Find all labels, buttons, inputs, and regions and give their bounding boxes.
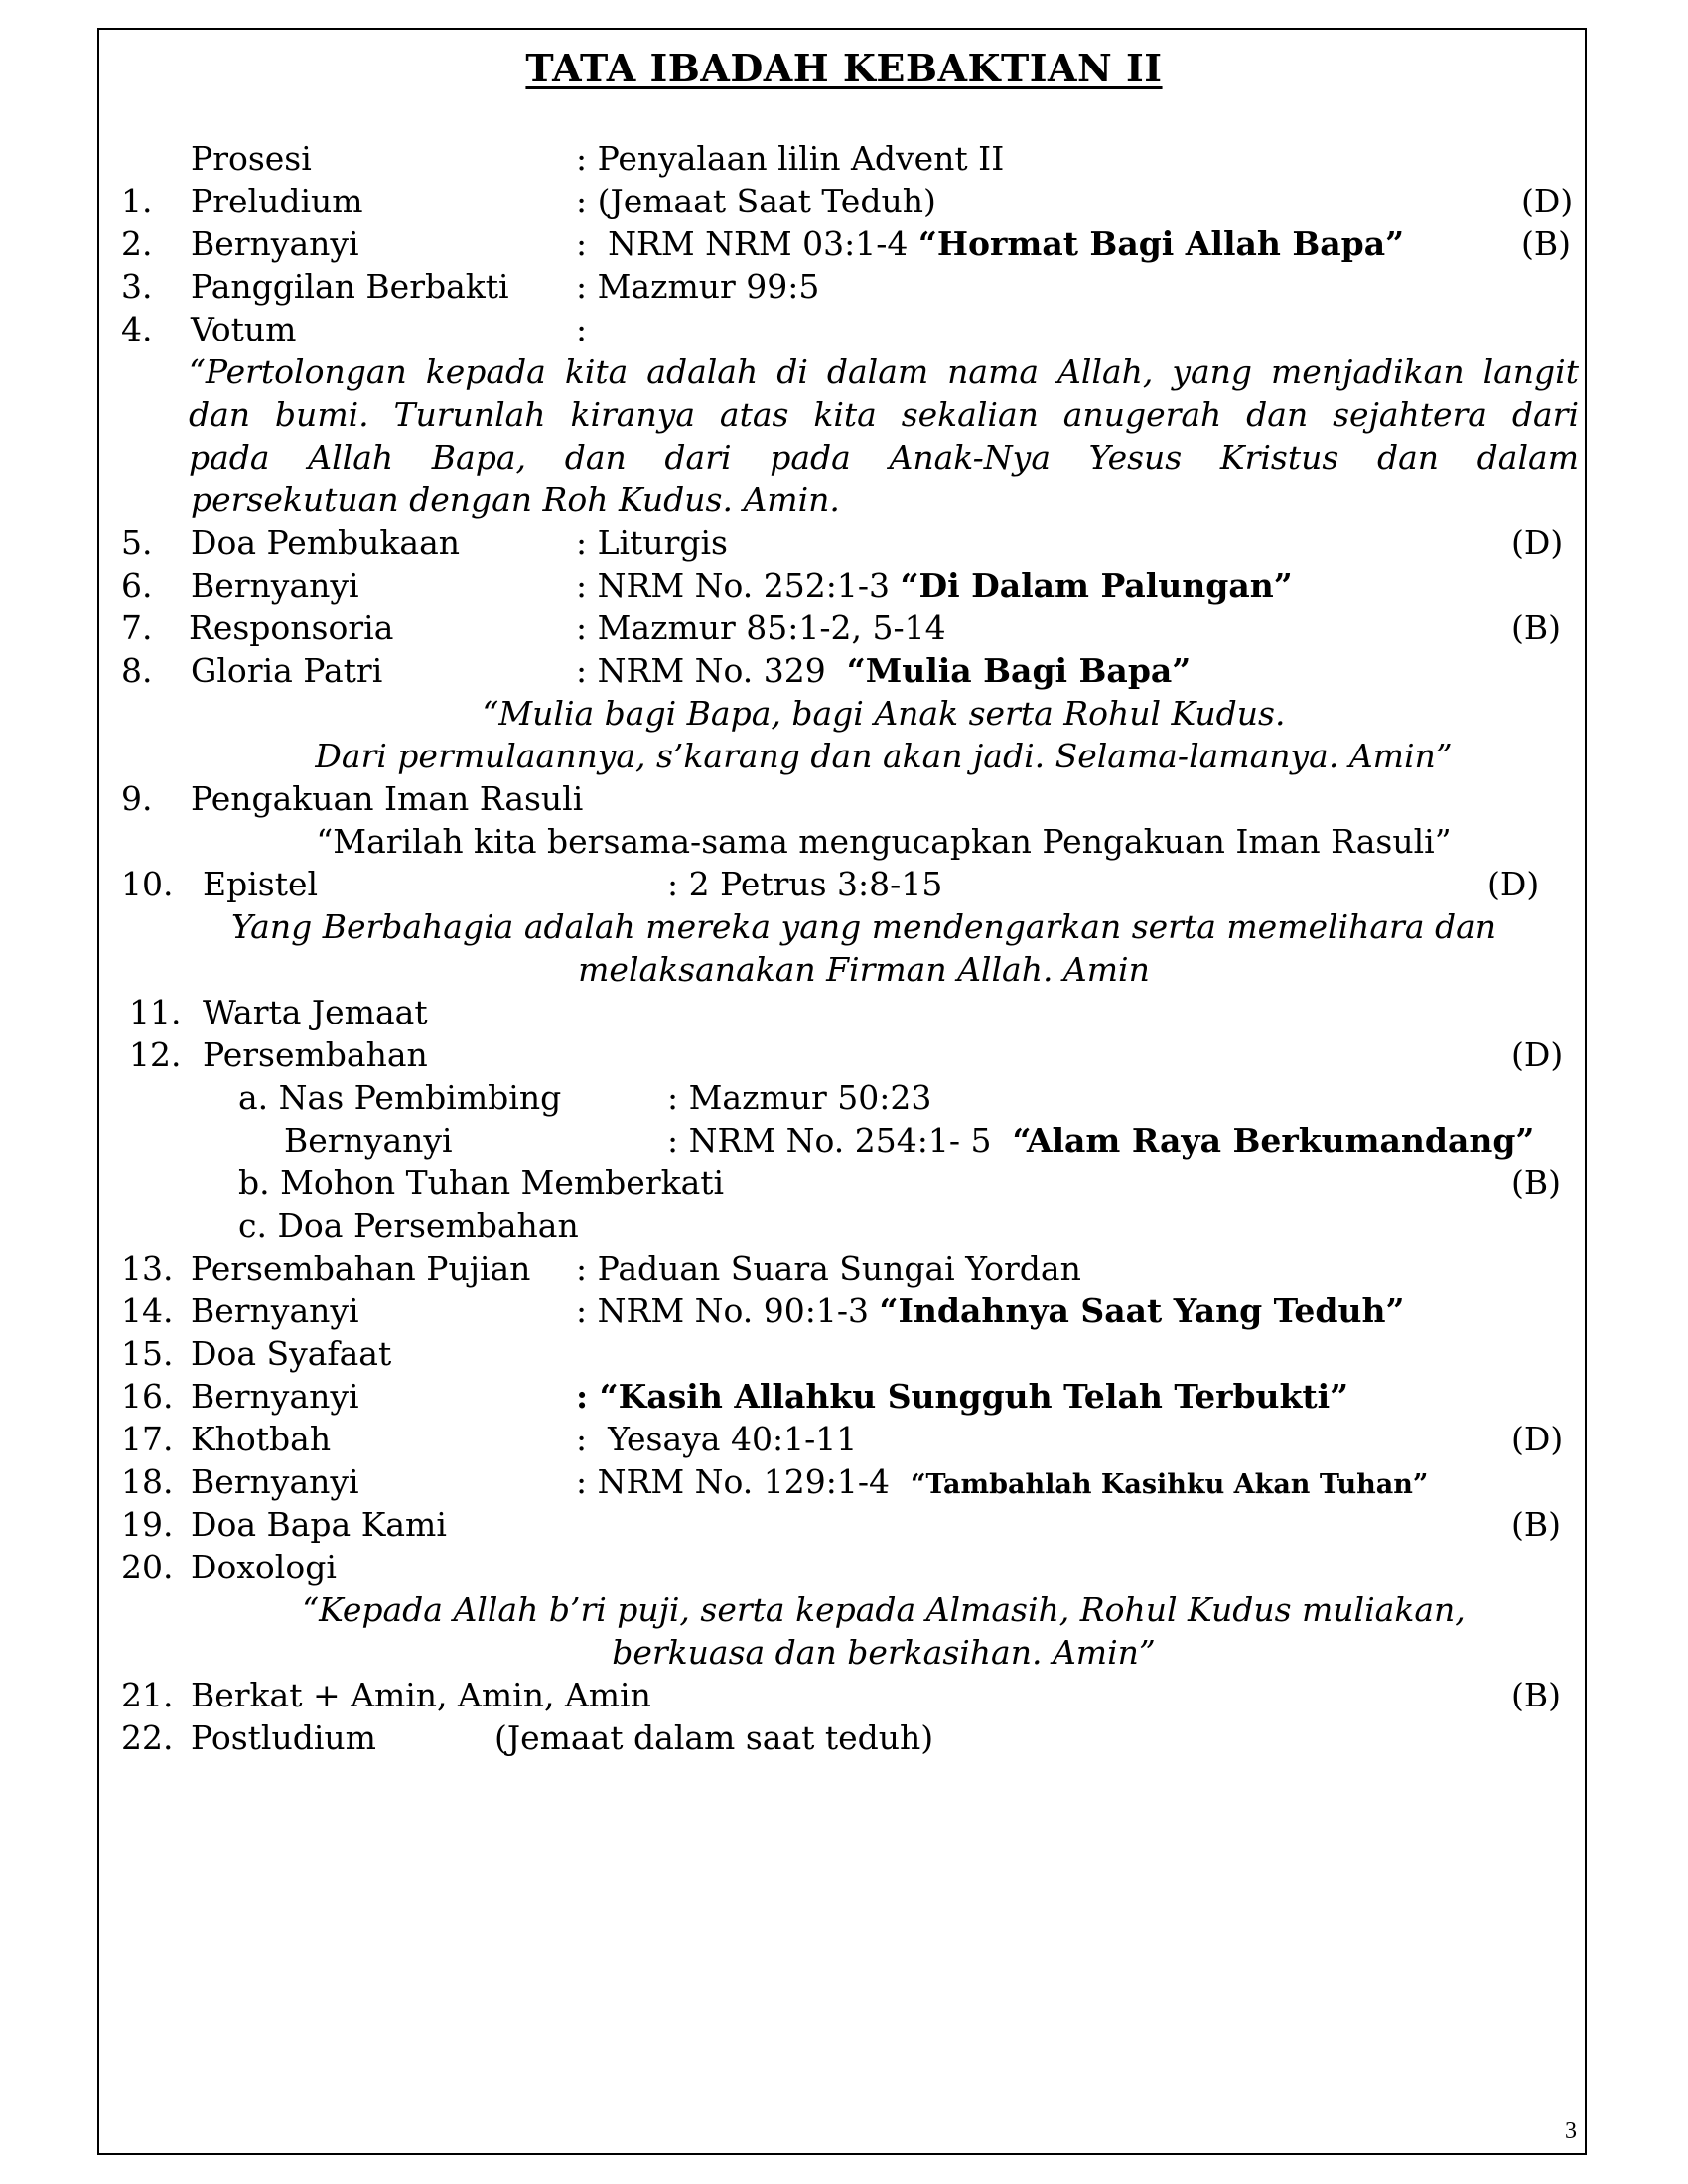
- item-number: 10.: [121, 865, 174, 903]
- epistel-line-1: Yang Berbahagia adalah mereka yang mendengarkan serta memelihara dan: [230, 907, 1497, 946]
- gloria-line-2: Dari permulaannya, s’karang dan akan jadi. Selama-lamanya. Amin”: [315, 737, 1453, 775]
- item-label: Preludium: [191, 182, 363, 220]
- item-label: Panggilan Berbakti: [191, 267, 509, 306]
- item-value: : NRM No. 254:1- 5: [667, 1121, 1013, 1160]
- song-title: “Hormat Bagi Allah Bapa”: [917, 224, 1405, 263]
- votum-line-1: “Pertolongan kepada kita adalah di dalam nama Allah, yang menjadikan langit: [189, 352, 1579, 391]
- item-label: Berkat + Amin, Amin, Amin: [191, 1676, 651, 1714]
- item-number: 8.: [121, 651, 153, 690]
- item-number: 13.: [121, 1249, 174, 1288]
- item-number: 17.: [121, 1420, 174, 1458]
- item-number: 15.: [121, 1334, 174, 1373]
- item-code: (D): [1511, 523, 1564, 562]
- item-label: Pengakuan Iman Rasuli: [191, 779, 584, 818]
- item-label: Gloria Patri: [191, 651, 383, 690]
- item-value: : Liturgis: [576, 523, 728, 562]
- item-number: 5.: [121, 523, 153, 562]
- item-label: Bernyanyi: [191, 1292, 359, 1330]
- item-value: :: [576, 1377, 600, 1416]
- item-number: 21.: [121, 1676, 174, 1714]
- iman-text: “Marilah kita bersama-sama mengucapkan Pengakuan Iman Rasuli”: [316, 822, 1452, 861]
- item-code: (D): [1487, 865, 1540, 903]
- item-number: 19.: [121, 1505, 174, 1544]
- song-title: “Tambahlah Kasihku Akan Tuhan”: [910, 1469, 1429, 1500]
- item-label: c. Doa Persembahan: [238, 1206, 579, 1245]
- votum-line-3: pada Allah Bapa, dan dari pada Anak-Nya Yesus Kristus dan dalam: [189, 438, 1579, 477]
- item-label: Responsoria: [189, 609, 394, 647]
- item-number: 7.: [121, 609, 153, 647]
- song-title: “Alam Raya Berkumandang”: [1012, 1121, 1535, 1160]
- item-code: (D): [1521, 182, 1574, 220]
- item-code: (D): [1511, 1420, 1564, 1458]
- item-label: Bernyanyi: [191, 1462, 359, 1501]
- item-value: :: [576, 310, 588, 348]
- item-label: Warta Jemaat: [203, 993, 428, 1031]
- item-label: Doa Bapa Kami: [191, 1505, 447, 1544]
- item-number: 3.: [121, 267, 153, 306]
- item-label: Doxologi: [191, 1548, 337, 1586]
- votum-line-4: persekutuan dengan Roh Kudus. Amin.: [191, 480, 840, 519]
- votum-line-2: dan bumi. Turunlah kiranya atas kita sekalian anugerah dan sejahtera dari: [189, 395, 1579, 434]
- item-label: Votum: [191, 310, 297, 348]
- item-number: 22.: [121, 1718, 174, 1757]
- song-title: “Indahnya Saat Yang Teduh”: [879, 1292, 1405, 1330]
- item-code: (B): [1511, 609, 1561, 647]
- song-title: “Kasih Allahku Sungguh Telah Terbukti”: [599, 1377, 1349, 1416]
- item-value: : NRM No. 252:1-3: [576, 566, 901, 605]
- item-value: : NRM No. 90:1-3: [576, 1292, 880, 1330]
- item-number: 12.: [129, 1035, 182, 1074]
- page-title: TATA IBADAH KEBAKTIAN II: [525, 46, 1163, 90]
- item-value: : Mazmur 50:23: [667, 1078, 932, 1117]
- item-value: : (Jemaat Saat Teduh): [576, 182, 936, 220]
- item-number: 14.: [121, 1292, 174, 1330]
- item-value: : NRM No. 129:1-4: [576, 1462, 911, 1501]
- item-label: Khotbah: [191, 1420, 332, 1458]
- item-number: 6.: [121, 566, 153, 605]
- item-value: : NRM NRM 03:1-4: [576, 224, 918, 263]
- page-number: 3: [1565, 2118, 1577, 2144]
- doxologi-line-2: berkuasa dan berkasihan. Amin”: [612, 1633, 1156, 1672]
- item-value: : Paduan Suara Sungai Yordan: [576, 1249, 1081, 1288]
- item-code: (B): [1511, 1163, 1561, 1202]
- item-label: a. Nas Pembimbing: [238, 1078, 562, 1117]
- item-label: Doa Syafaat: [191, 1334, 392, 1373]
- song-title: “Mulia Bagi Bapa”: [846, 651, 1192, 690]
- item-label: Bernyanyi: [191, 566, 359, 605]
- item-label: Bernyanyi: [284, 1121, 453, 1160]
- epistel-line-2: melaksanakan Firman Allah. Amin: [578, 950, 1150, 989]
- item-value: : Penyalaan lilin Advent II: [576, 139, 1005, 178]
- item-number: 18.: [121, 1462, 174, 1501]
- item-label: Doa Pembukaan: [191, 523, 461, 562]
- item-code: (D): [1511, 1035, 1564, 1074]
- item-label: Bernyanyi: [191, 224, 359, 263]
- item-number: 11.: [129, 993, 182, 1031]
- item-code: (B): [1511, 1676, 1561, 1714]
- item-label: Prosesi: [191, 139, 312, 178]
- item-value: : Mazmur 85:1-2, 5-14: [576, 609, 946, 647]
- item-value: : Yesaya 40:1-11: [576, 1420, 858, 1458]
- gloria-line-1: “Mulia bagi Bapa, bagi Anak serta Rohul Kudus.: [482, 694, 1286, 733]
- item-number: 2.: [121, 224, 153, 263]
- item-value: : 2 Petrus 3:8-15: [667, 865, 943, 903]
- item-number: 9.: [121, 779, 153, 818]
- item-value: : NRM No. 329: [576, 651, 847, 690]
- item-value: : Mazmur 99:5: [576, 267, 820, 306]
- item-label: Persembahan Pujian: [191, 1249, 531, 1288]
- item-label: b. Mohon Tuhan Memberkati: [238, 1163, 725, 1202]
- item-label: Epistel: [203, 865, 319, 903]
- item-code: (B): [1511, 1505, 1561, 1544]
- item-number: 4.: [121, 310, 153, 348]
- song-title: “Di Dalam Palungan”: [900, 566, 1293, 605]
- item-code: (B): [1521, 224, 1571, 263]
- item-number: 16.: [121, 1377, 174, 1416]
- item-label: Persembahan: [203, 1035, 428, 1074]
- doxologi-line-1: “Kepada Allah b’ri puji, serta kepada Almasih, Rohul Kudus muliakan,: [302, 1590, 1466, 1629]
- item-value: (Jemaat dalam saat teduh): [494, 1718, 934, 1757]
- item-label: Bernyanyi: [191, 1377, 359, 1416]
- item-number: 1.: [121, 182, 153, 220]
- item-number: 20.: [121, 1548, 174, 1586]
- item-label: Postludium: [191, 1718, 376, 1757]
